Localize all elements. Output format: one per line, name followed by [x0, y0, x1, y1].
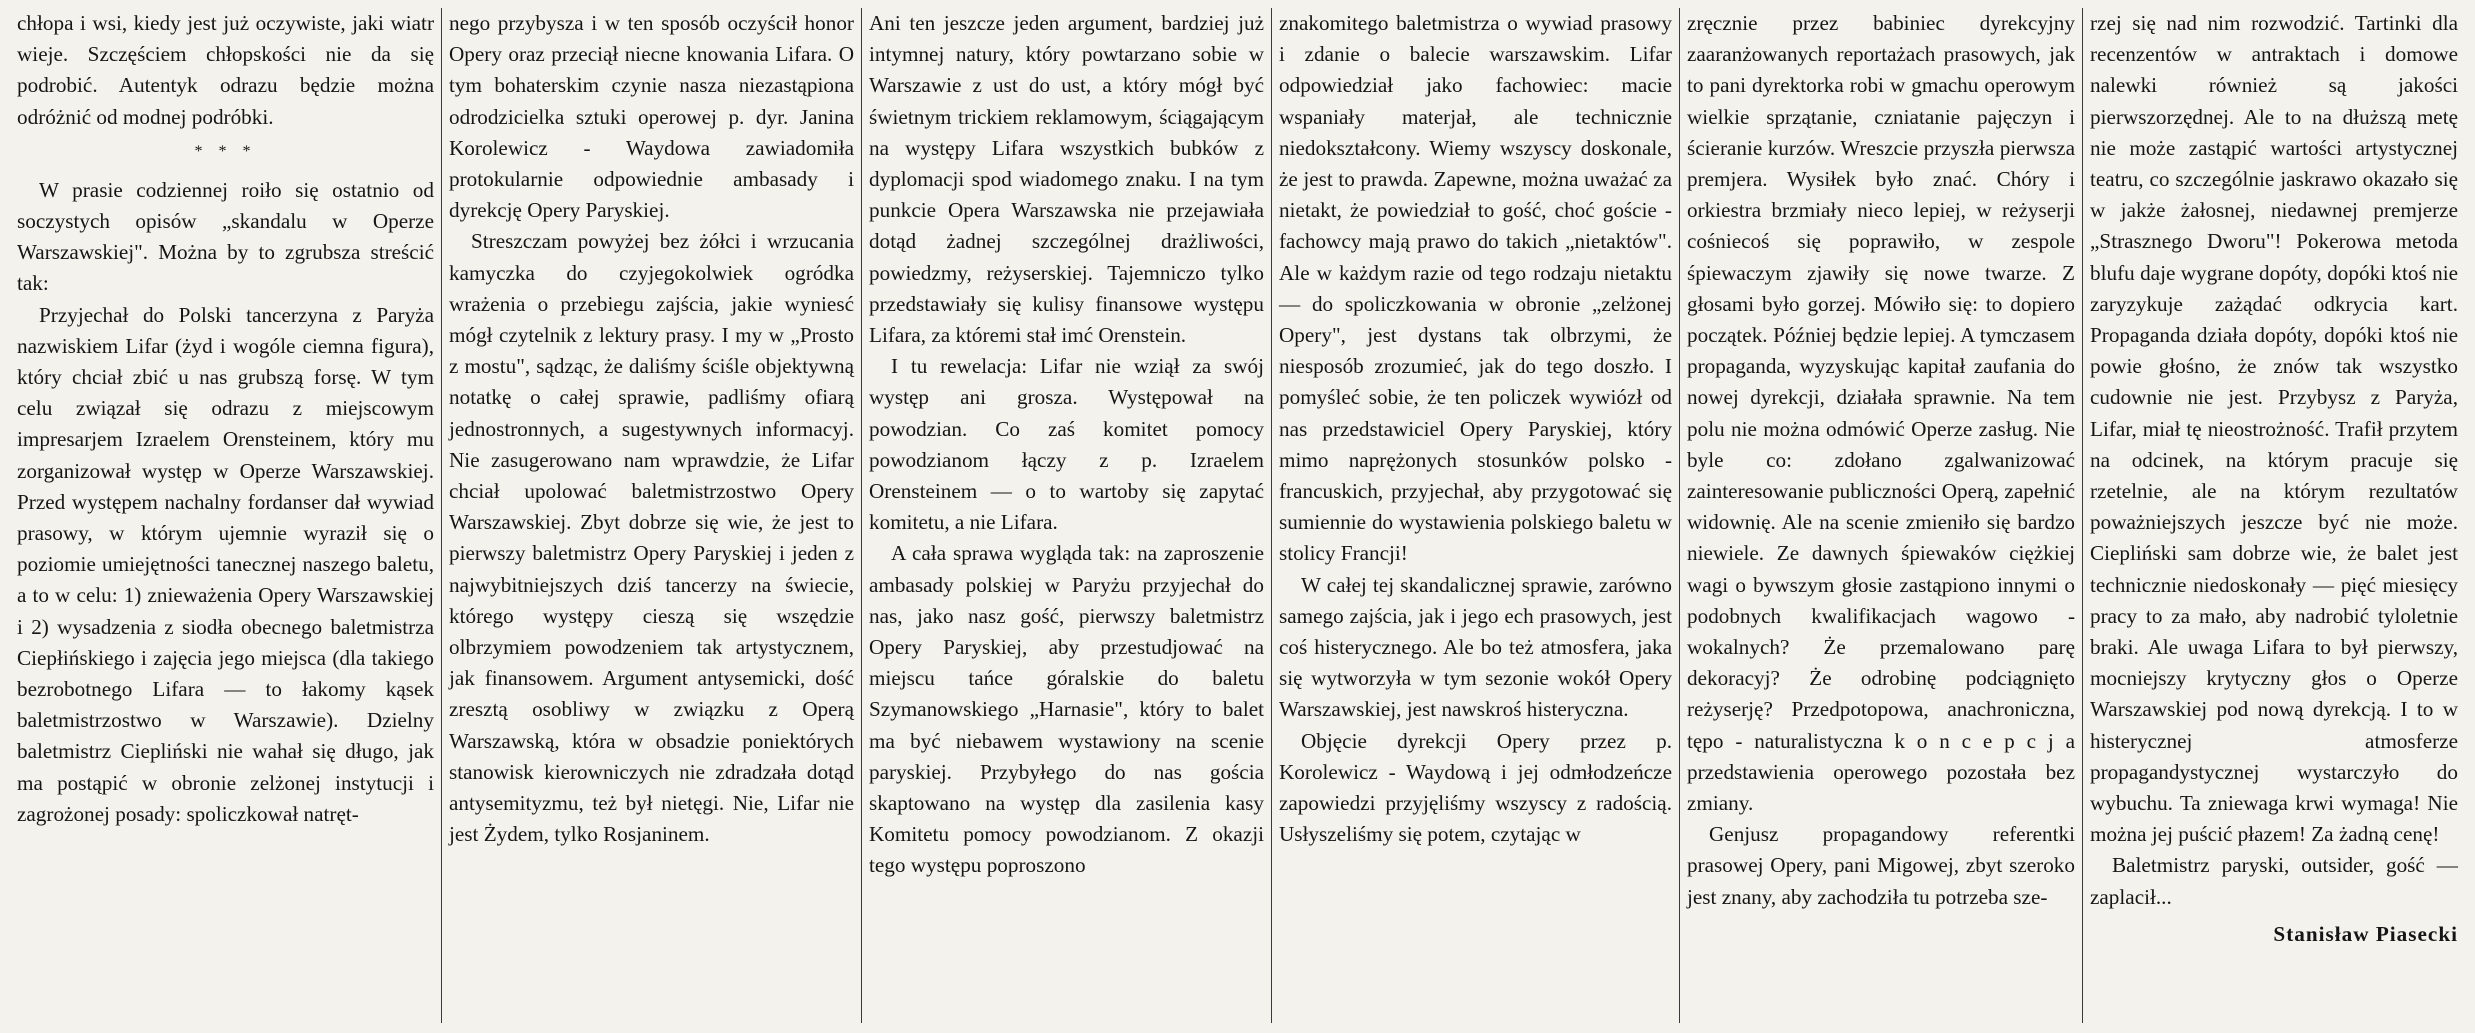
column-1 — [10, 8, 442, 1023]
article-paragraph: W prasie codziennej roiło się ostatnio od soczystych opisów „skandalu w Operze Warszawskiej". Można by to zgrubsza streścić tak: — [17, 177, 434, 296]
column-3 — [862, 8, 1272, 1023]
article-paragraph: Ani ten jeszcze jeden argument, bardziej już intymnej natury, który powtarzano sobie w Warszawie z ust do ust, a który mógł być świetnym trickiem reklamowym, ściągającym na występy Lifara wszystkich bubków z dyplomacji spod wiadomego znaku. I na tym punkcie Opera Warszawska nie przejawiała dotąd żadnej szczególnej drażliwości, powiedzmy, reżyserskiej. Tajemniczo tylko przedstawiały się kulisy finansowe występu Lifara, za któremi stał imć Orenstein. — [869, 11, 1264, 348]
article-paragraph: Baletmistrz paryski, outsider, gość — zaplacił... — [2090, 853, 2458, 909]
article-paragraph: Przyjechał do Polski tancerzyna z Paryża nazwiskiem Lifar (żyd i wogóle ciemna figura), który chciał zbić u nas grubszą forsę. W tym celu związał się odrazu z miejscowym impresarjem Izraelem Orensteinem, który mu zorganizował występ w Operze Warszawskiej. Przed występem nachalny fordanser dał wywiad prasowy, w którym ujemnie wyraził się o poziomie umiejętności tanecznej naszego baletu, a to w celu: 1) znieważenia Opery Warszawskiej i 2) wysadzenia z siodła obecnego baletmistrza Ciepłińskiego i zajęcia jego miejsca (dla takiego bezrobotnego Lifara — to łakomy kąsek baletmistrzostwo w Warszawie). Dzielny baletmistrz Ciepliński nie wahał się długo, jak ma postąpić w obronie zelżonej instytucji i zagrożonej posady: spoliczkował natręt- — [17, 302, 434, 826]
column-6 — [2083, 8, 2465, 1023]
article-paragraph: A cała sprawa wygląda tak: na zaproszenie ambasady polskiej w Paryżu przyjechał do nas, jako nasz gość, pierwszy baletmistrz Opery Paryskiej, aby przestudjować na miejscu tańce góralskie do baletu Szymanowskiego „Harnasie", który to balet ma być niebawem wystawiony na scenie paryskiej. Przybyłego do nas gościa skaptowano na występ dla zasilenia kasy Komitetu pomocy powodzianom. Z okazji tego występu poproszono — [869, 541, 1264, 878]
article-paragraph: zręcznie przez babiniec dyrekcyjny zaaranżowanych reportażach prasowych, jak to pani dyrektorka robi w gmachu operowym wielkie sprzątanie, czniatanie pajęczyn i ścieranie kurzów. Wreszcie przyszła pierwsza premjera. Wysiłek było znać. Chóry i orkiestra brzmiały nieco lepiej, w reżyserji cośniecoś się poprawiło, w zespole śpiewaczym zjawiły się nowe twarze. Z głosami było gorzej. Mówiło się: to dopiero początek. Później będzie lepiej. A tymczasem propaganda, wyzyskując kapitał zaufania do nowej dyrekcji, działała sprawnie. Na tem polu nie można odmówić Operze zasług. Nie byle co: zdołano zgalwanizować zainteresowanie publiczności Operą, zapełnić widownię. Ale na scenie zmieniło się bardzo niewiele. Ze dawnych śpiewaków ciężkiej wagi o bywszym głosie zastąpiono innymi o podobnych kwalifikacjach wagowo - wokalnych? Że przemalowano parę dekoracyj? Że odrobinę podciągnięto reżyserję? Przedpotopowa, anachroniczna, tępo - naturalistyczna k o n c e p c j a przedstawienia operowego pozostała bez zmiany. — [1687, 11, 2075, 816]
column-5 — [1680, 8, 2083, 1023]
article-paragraph: I tu rewelacja: Lifar nie wziął za swój występ ani grosza. Występował na powodzian. Co zaś komitet pomocy powodzianom łączy z p. Izraelem Orensteinem — o to wartoby się zapytać komitetu, a nie Lifara. — [869, 354, 1264, 535]
article-paragraph: Objęcie dyrekcji Opery przez p. Korolewicz - Waydową i jej odmłodzeńcze zapowiedzi przyjęliśmy wszyscy z radością. Usłyszeliśmy się potem, czytając w — [1279, 728, 1672, 847]
article-paragraph: nego przybysza i w ten sposób oczyścił honor Opery oraz przeciął niecne knowania Lifara. O tym bohaterskim czynie nasza niezastąpiona odrodzicielka sztuki operowej p. dyr. Janina Korolewicz - Waydowa zawiadomiła protokularnie odpowiednie ambasady i dyrekcję Opery Paryskiej. — [449, 11, 854, 223]
article-paragraph: Genjusz propagandowy referentki prasowej Opery, pani Migowej, zbyt szeroko jest znany, aby zachodziła tu potrzeba sze- — [1687, 822, 2075, 909]
article-paragraph: znakomitego baletmistrza o wywiad prasowy i zdanie o balecie warszawskim. Lifar odpowiedział jako fachowiec: macie wspaniały materjał, ale technicznie niedokształcony. Wiemy wszyscy doskonale, że jest to prawda. Zapewne, można uważać za nietakt, że powiedział to gość, choć goście - fachowcy mają prawo do takich „nietaktów". Ale w każdym razie od tego rodzaju nietaktu — do spoliczkowania w obronie „zelżonej Opery", jest dystans tak olbrzymi, że niesposób zrozumieć, jak do tego doszło. I pomyśleć sobie, że ten policzek wywiózł od nas przedstawiciel Opery Paryskiej, który mimo naprężonych stosunków polsko - francuskich, przyjechał, aby przygotować się sumiennie do wystawienia polskiego baletu w stolicy Francji! — [1279, 11, 1672, 566]
article-columns — [10, 8, 2465, 1023]
article-paragraph: rzej się nad nim rozwodzić. Tartinki dla recenzentów w antraktach i domowe nalewki również są jakości pierwszorzędnej. Ale to na dłuższą metę nie może zastąpić wartości artystycznej teatru, co szczególnie jaskrawo okazało się w jakże żałosnej, niedawnej premjerze „Strasznego Dworu"! Pokerowa metoda blufu daje wygrane dopóty, dopóki ktoś nie zaryzykuje zażądać odkrycia kart. Propaganda działa dopóty, dopóki ktoś nie powie głośno, że znów tak wszystko cudownie nie jest. Przybysz z Paryża, Lifar, miał tę nieostrożność. Trafił przytem na odcinek, na którym pracuje się rzetelnie, ale na którym rezultatów poważniejszych jeszcze być nie może. Ciepliński sam dobrze wie, że balet jest technicznie niedoskonały — pięć miesięcy pracy to za mało, aby nadrobić tyloletnie braki. Ale uwaga Lifara to był pierwszy, mocniejszy krytyczny głos o Operze Warszawskiej pod nową dyrekcją. I to w histerycznej atmosferze propagandystycznej wystarczyło do wybuchu. Ta zniewaga krwi wymaga! Nie można jej puścić płazem! Za żadną cenę! — [2090, 11, 2458, 847]
article-paragraph: W całej tej skandalicznej sprawie, zarówno samego zajścia, jak i jego ech prasowych, jest coś histerycznego. Ale bo też atmosfera, jaka się wytworzyła w tym sezonie wokół Opery Warszawskiej, jest nawskroś histeryczna. — [1279, 572, 1672, 722]
author-signature: Stanisław Piasecki — [2273, 921, 2458, 946]
column-2 — [442, 8, 862, 1023]
section-divider: * * * — [194, 142, 257, 160]
article-paragraph: chłopa i wsi, kiedy jest już oczywiste, jaki wiatr wieje. Szczęściem chłopskości nie da się podrobić. Autentyk odrazu będzie można odróżnić od modnej podróbki. — [17, 11, 434, 129]
article-paragraph: Streszczam powyżej bez żółci i wrzucania kamyczka do czyjegokolwiek ogródka wrażenia o przebiegu zajścia, jakie wyniesć mógł czytelnik z lektury prasy. I my w „Prosto z mostu", sądząc, że daliśmy ściśle objektywną notatkę o całej sprawie, padliśmy ofiarą jednostronnych, a sugestywnych informacyj. Nie zasugerowano nam wprawdzie, że Lifar chciał upolować baletmistrzostwo Opery Warszawskiej. Zbyt dobrze się wie, że jest to pierwszy baletmistrz Opery Paryskiej i jeden z najwybitniejszych dziś tancerzy na świecie, którego występy cieszą się wszędzie olbrzymiem powodzeniem tak artystycznem, jak finansowem. Argument antysemicki, dość zresztą osobliwy w związku z Operą Warszawską, która w obsadzie poniektórych stanowisk kierowniczych nie zdradzała dotąd antysemityzmu, też był nietęgi. Nie, Lifar nie jest Żydem, tylko Rosjaninem. — [449, 229, 854, 847]
column-4 — [1272, 8, 1680, 1023]
